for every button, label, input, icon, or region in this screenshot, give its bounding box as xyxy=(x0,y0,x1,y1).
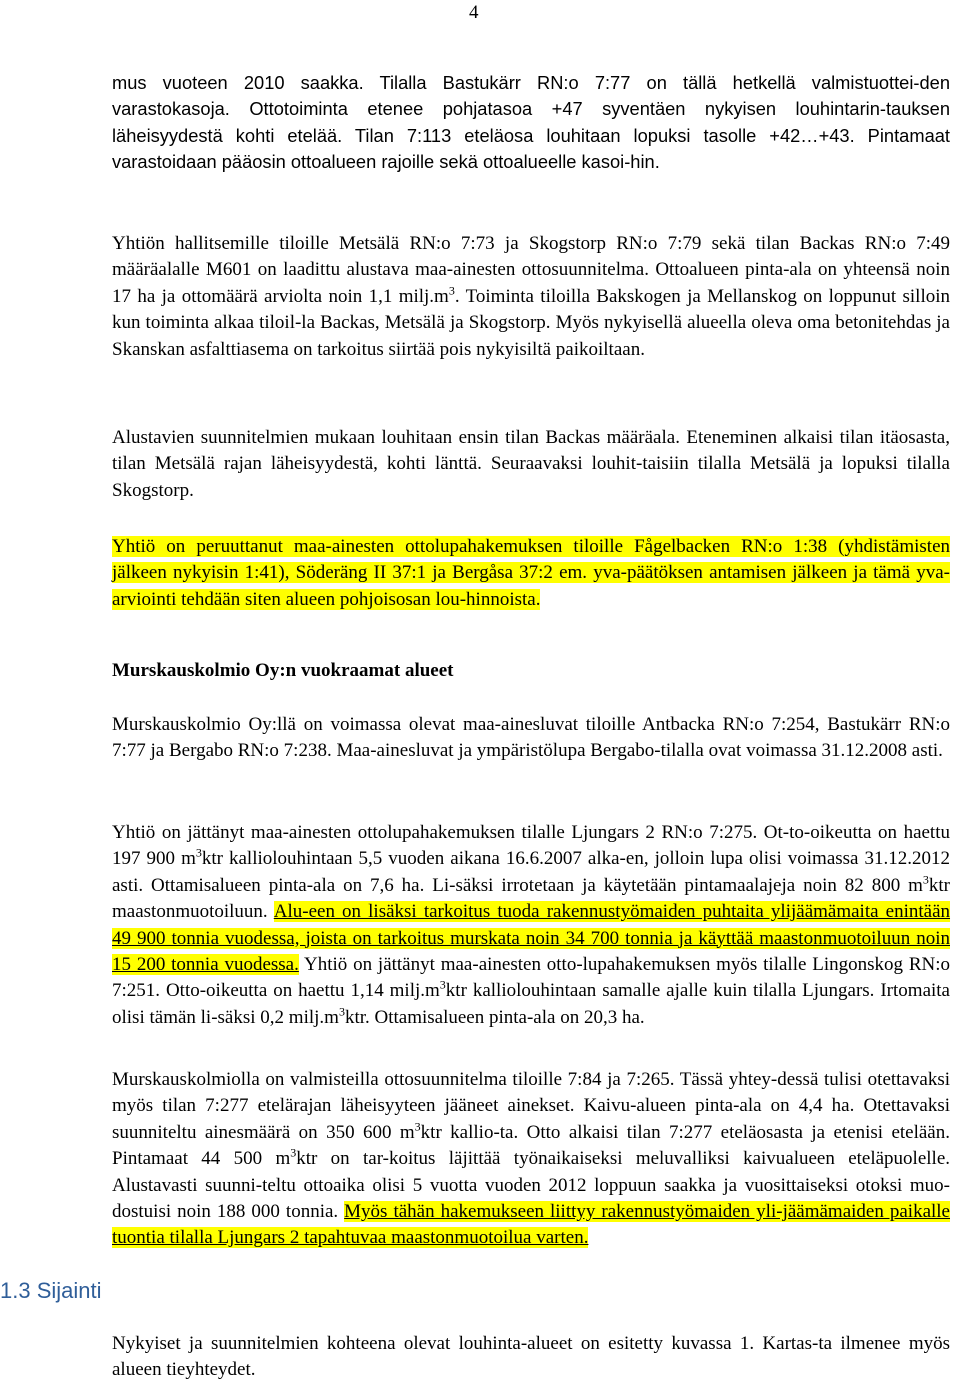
paragraph-2-part-b: . Toiminta tiloilla Bakskogen ja Mellanskog on loppunut silloin kun toiminta alkaa tiloil-la Backas, Metsälä ja Skogstorp. Myös nykyisellä alueella oleva oma betonitehdas ja Skanskan asfalttiasema on tarkoitus siirtää pois nykyisiltä paikoiltaan. xyxy=(112,285,950,360)
highlighted-text: Alu-een on lisäksi tarkoitus tuoda rakennustyömaiden puhtaita ylijäämämaita enintään 49 900 tonnia vuodessa, joista on tarkoitus murskata noin 34 700 tonnia ja käyttää maastonmuotoiluun noin 15 200 tonnia vuodessa. xyxy=(112,901,951,976)
paragraph-6-part-f: ktr. Ottamisalueen pinta-ala on 20,3 ha. xyxy=(344,1006,645,1028)
paragraph-6 xyxy=(112,820,950,1031)
superscript-3: 3 xyxy=(448,283,455,298)
superscript-3: 3 xyxy=(338,1004,345,1019)
highlighted-text: Yhtiö on peruuttanut maa-ainesten ottolupahakemuksen tiloille Fågelbacken RN:o 1:38 (yhdistämisten jälkeen nykyisin 1:41), Söderäng II 37:1 ja Bergåsa 37:2 em. yva-päätöksen antamisen jälkeen ja tämä yva-arviointi tehdään siten alueen pohjoisosan lou-hinnoista. xyxy=(112,536,950,610)
paragraph-7 xyxy=(112,1067,950,1252)
paragraph-8: Nykyiset ja suunnitelmien kohteena olevat louhinta-alueet on esitetty kuvassa 1. Kartas-ta ilmenee myös alueen tieyhteydet. xyxy=(112,1333,950,1381)
paragraph-3: Alustavien suunnitelmien mukaan louhitaan ensin tilan Backas määräala. Eteneminen alkaisi tilan itäosasta, tilan Metsälä rajan läheisyydestä, kohti länttä. Seuraavaksi louhit-taisiin tilalla Metsälä ja lopuksi tilalla Skogstorp. xyxy=(112,427,950,501)
paragraph-6-part-b: ktr kalliolouhintaan 5,5 vuoden aikana 16.6.2007 alka-en, jolloin lupa olisi voimassa 31.12.2012 asti. Ottamisalueen pinta-ala on 7,6 ha. Li-säksi irrotetaan ja käytetään pintamaalajeja noin 82 800 m xyxy=(112,848,951,896)
paragraph-6-part-c: ktr maastonmuotoiluun. xyxy=(112,874,950,923)
superscript-3: 3 xyxy=(290,1145,297,1160)
paragraph-7-part-b: ktr kallio-ta. Otto alkaisi tilan 7:277 eteläosasta ja etenisi etelään. Pintamaat 44 500 m xyxy=(112,1121,950,1170)
superscript-3: 3 xyxy=(195,846,202,861)
paragraph-6-part-e: ktr kalliolouhintaan samalle ajalle kuin tilalla Ljungars. Irtomaita olisi tämän li-säksi 0,2 milj.m xyxy=(112,980,950,1028)
paragraph-7-part-c: ktr on tar-koitus läjittää työnaikaiseksi meluvalliksi kaivualueen eteläpuolelle. Alustavasti suunni-teltu ottoaika olisi 5 vuotta vuoden 2012 loppuun saakka ja vuosittaiseksi otoksi muo-dostuisi noin 188 000 tonnia. xyxy=(112,1148,950,1223)
paragraph-4 xyxy=(112,534,950,613)
highlighted-text: Myös tähän hakemukseen liittyy rakennustyömaiden yli-jäämämaiden paikalle tuontia tilalla Ljungars 2 tapahtuvaa maastonmuotoilua varten. xyxy=(112,1201,950,1249)
paragraph-5: Murskauskolmio Oy:llä on voimassa olevat maa-ainesluvat tiloille Antbacka RN:o 7:254, Bastukärr RN:o 7:77 ja Bergabo RN:o 7:238. Maa-ainesluvat ja ympäristölupa Bergabo-tilalla ovat voimassa 31.12.2008 asti. xyxy=(112,714,950,762)
subsection-heading: Murskauskolmio Oy:n vuokraamat alueet xyxy=(112,660,454,681)
superscript-3: 3 xyxy=(922,872,929,887)
paragraph-1: mus vuoteen 2010 saakka. Tilalla Bastukärr RN:o 7:77 on tällä hetkellä valmistuottei-den varastokasoja. Ottotoiminta etenee pohjatasoa +47 syventäen nykyisen louhintarin-tauksen läheisyydestä kohti etelää. Tilan 7:113 eteläosa louhitaan lopuksi tasolle +42…+43. Pintamaat varastoidaan pääosin ottoalueen rajoille sekä ottoalueelle kasoi-hin. xyxy=(112,72,950,173)
paragraph-6-part-d: Yhtiö on jättänyt maa-ainesten otto-lupahakemuksen myös tilalle Lingonskog RN:o 7:251. Otto-oikeutta on haettu 1,14 milj.m xyxy=(112,954,951,1002)
paragraph-6-part-a: Yhtiö on jättänyt maa-ainesten ottolupahakemuksen tilalle Ljungars 2 RN:o 7:275. Ot-to-oikeutta on haettu 197 900 m xyxy=(112,822,950,870)
page-number: 4 xyxy=(469,2,479,23)
paragraph-2 xyxy=(112,231,950,363)
superscript-3: 3 xyxy=(439,978,446,993)
paragraph-7-part-a: Murskauskolmiolla on valmisteilla ottosuunnitelma tiloille 7:84 ja 7:265. Tässä yhtey-dessä tulisi otettavaksi myös tilan 7:277 etelärajan läheisyyteen jääneet ainekset. Kaivu-alueen pinta-ala on 4,4 ha. Otettavaksi suunniteltu ainesmäärä on 350 600 m xyxy=(112,1069,950,1143)
section-heading: 1.3 Sijainti xyxy=(0,1278,102,1303)
paragraph-2-part-a: Yhtiön hallitsemille tiloille Metsälä RN:o 7:73 ja Skogstorp RN:o 7:79 sekä tilan Backas RN:o 7:49 määräalalle M601 on laadittu alustava maa-ainesten ottosuunnitelma. Ottoalueen pinta-ala on yhteensä noin 17 ha ja ottomäärä arviolta noin 1,1 milj.m xyxy=(112,233,950,307)
superscript-3: 3 xyxy=(414,1119,421,1134)
